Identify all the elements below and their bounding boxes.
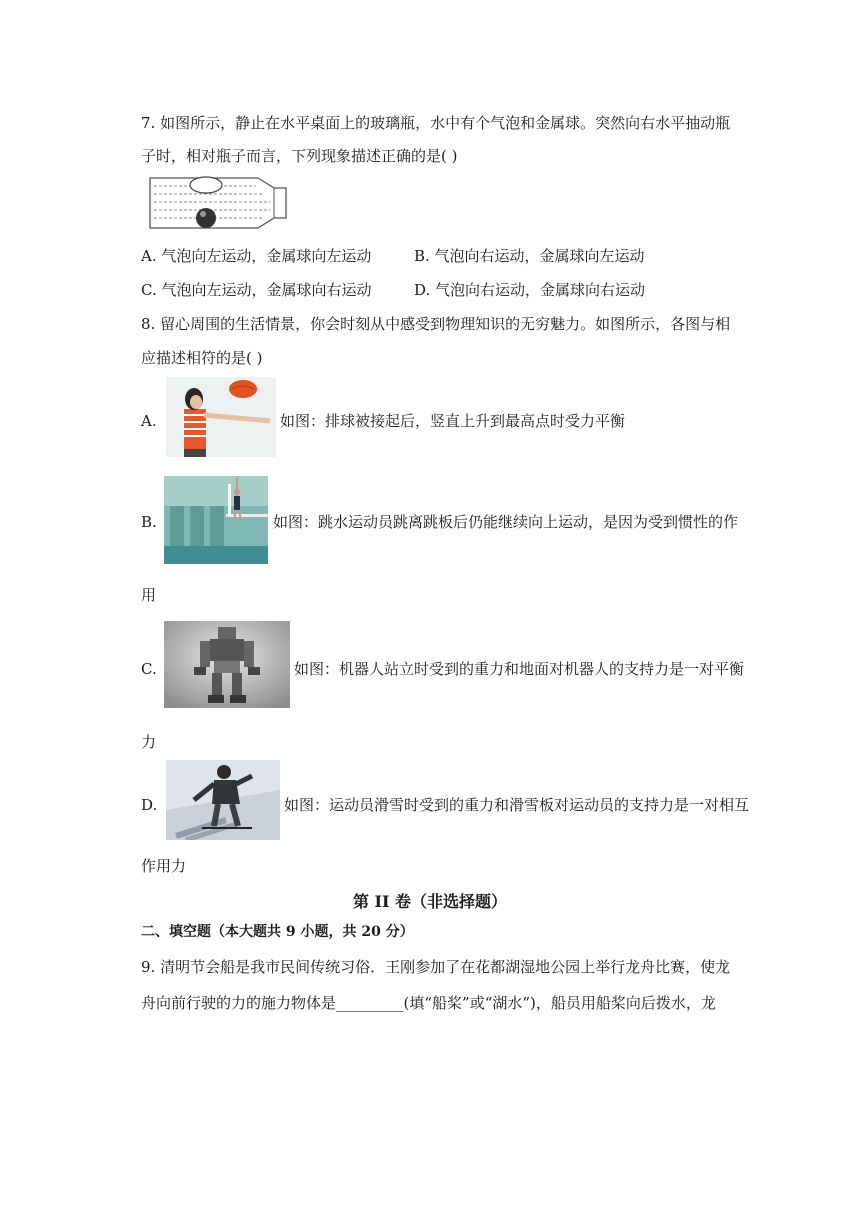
- q7-option-b: B. 气泡向右运动，金属球向左运动: [414, 247, 645, 265]
- q7-stem-line2: 子时，相对瓶子而言，下列现象描述正确的是( ): [141, 147, 458, 165]
- q7-stem-line1: 7. 如图所示，静止在水平桌面上的玻璃瓶，水中有个气泡和金属球。突然向右水平抽动瓶: [141, 114, 731, 132]
- q8-option-d-continuation: 作用力: [141, 857, 187, 875]
- q8-option-b-continuation: 用: [141, 586, 157, 604]
- skier-photo: [166, 760, 280, 840]
- q8-stem-line2: 应描述相符的是( ): [141, 349, 263, 367]
- q8-option-b-letter: B.: [141, 513, 157, 531]
- q8-option-d-caption: 如图：运动员滑雪时受到的重力和滑雪板对运动员的支持力是一对相互: [284, 796, 750, 814]
- bottle-figure: [146, 172, 292, 234]
- q8-option-a-letter: A.: [141, 412, 157, 430]
- q7-option-c: C. 气泡向左运动，金属球向右运动: [141, 281, 372, 299]
- q8-option-a-caption: 如图：排球被接起后，竖直上升到最高点时受力平衡: [280, 412, 626, 430]
- q8-option-b-caption: 如图：跳水运动员跳离跳板后仍能继续向上运动，是因为受到惯性的作: [273, 513, 739, 531]
- section-part-heading: 二、填空题（本大题共 9 小题，共 20 分）: [141, 924, 414, 940]
- volleyball-photo: [166, 377, 276, 457]
- q8-option-d-letter: D.: [141, 796, 158, 814]
- q9-stem-line2: 舟向前行驶的力的施力物体是_________(填“船桨”或“湖水”)，船员用船桨向后拨水，龙: [141, 994, 716, 1012]
- section-title: 第 II 卷（非选择题）: [352, 892, 508, 911]
- q7-option-a: A. 气泡向左运动，金属球向左运动: [141, 247, 372, 265]
- q7-option-d: D. 气泡向右运动，金属球向右运动: [414, 281, 646, 299]
- robot-photo: [164, 621, 290, 708]
- q8-option-c-caption: 如图：机器人站立时受到的重力和地面对机器人的支持力是一对平衡: [294, 660, 745, 678]
- q8-stem-line1: 8. 留心周围的生活情景，你会时刻从中感受到物理知识的无穷魅力。如图所示，各图与相: [141, 315, 731, 333]
- q9-stem-line1: 9. 清明节会船是我市民间传统习俗．王刚参加了在花都湖湿地公园上举行龙舟比赛，使龙: [141, 958, 731, 976]
- diver-photo: [164, 476, 268, 564]
- q8-option-c-letter: C.: [141, 660, 157, 678]
- q8-option-c-continuation: 力: [141, 733, 157, 751]
